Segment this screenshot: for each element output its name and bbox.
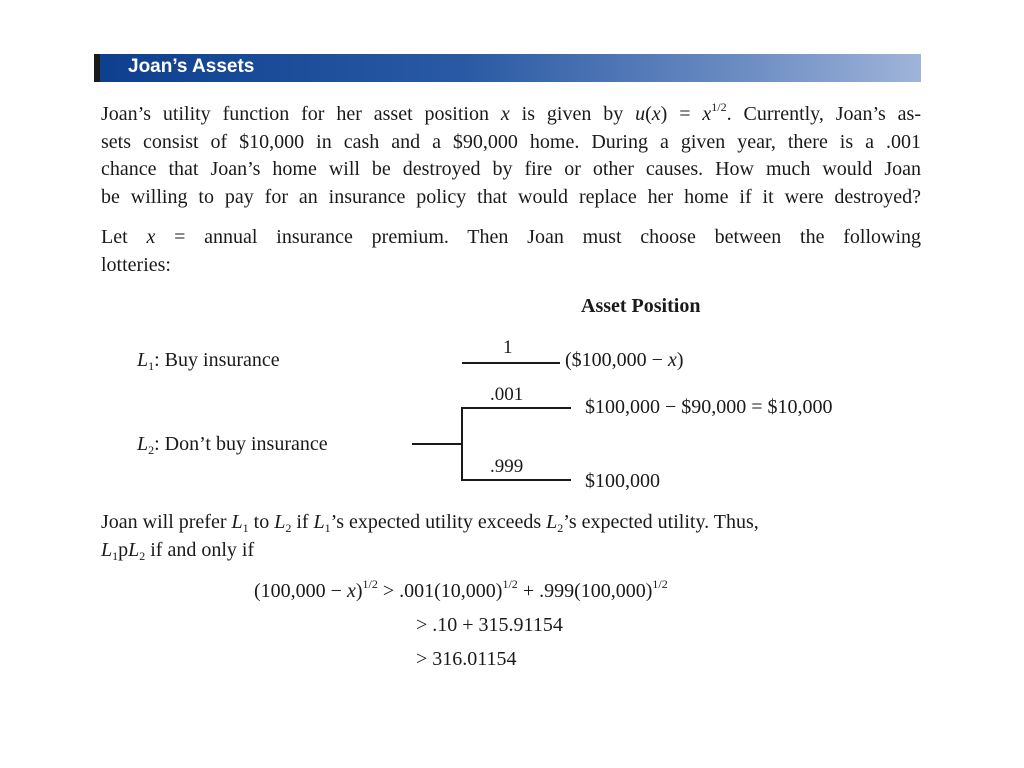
l2-outcome-b: $100,000 <box>585 470 660 492</box>
equation-3: > 316.01154 <box>416 648 517 670</box>
l2-stem-line <box>412 443 462 445</box>
conclusion-line-2: $L_1pL_2$ if and only if <box>101 538 255 563</box>
banner-edge <box>94 54 100 82</box>
conclusion-paragraph <box>101 509 921 564</box>
setup-line-1: Let x = annual insurance premium. Then Joan must choose between the following <box>101 226 921 248</box>
intro-line-1: Joan’s utility function for her asset position x is given by $u(x) = x^{1/2}$. Currently, Joan’s as- <box>101 100 921 125</box>
setup-paragraph <box>101 224 921 279</box>
lottery-l1-label: $L_1$: Buy insurance <box>137 349 280 373</box>
l1-probability: 1 <box>503 337 513 358</box>
l1-branch-line <box>462 362 560 364</box>
intro-line-2: sets consist of $10,000 in cash and a $90,000 home. During a given year, there is a .001 <box>101 130 921 153</box>
l2-branch-line-b <box>461 479 571 481</box>
l2-branch-vertical <box>461 407 463 480</box>
lottery-l2-label: $L_2$: Don’t buy insurance <box>137 433 328 457</box>
l2-outcome-a: $100,000 − $90,000 = $10,000 <box>585 396 833 418</box>
l2-probability-b: .999 <box>490 456 524 477</box>
l1-outcome: ($100,000 − x) <box>565 349 684 371</box>
section-title: Joan’s Assets <box>128 56 255 77</box>
asset-position-header: Asset Position <box>581 295 701 317</box>
intro-paragraph <box>101 101 921 211</box>
intro-line-3: chance that Joan’s home will be destroyed by fire or other causes. How much would Joan <box>101 158 921 180</box>
section-banner <box>94 54 921 82</box>
l2-probability-a: .001 <box>490 384 524 405</box>
equation-1: $(100,000 - x)^{1/2} > .001(10,000)^{1/2} + .999(100,000)^{1/2}$ <box>254 577 668 602</box>
setup-line-2: lotteries: <box>101 253 171 276</box>
intro-line-4: be willing to pay for an insurance policy that would replace her home if it were destroyed? <box>101 185 921 208</box>
equation-2: > .10 + 315.91154 <box>416 614 563 636</box>
conclusion-line-1: Joan will prefer $L_1$ to $L_2$ if $L_1’s$ expected utility exceeds $L_2’s$ expected utility. Thus, <box>101 511 759 535</box>
l2-branch-line-a <box>461 407 571 409</box>
